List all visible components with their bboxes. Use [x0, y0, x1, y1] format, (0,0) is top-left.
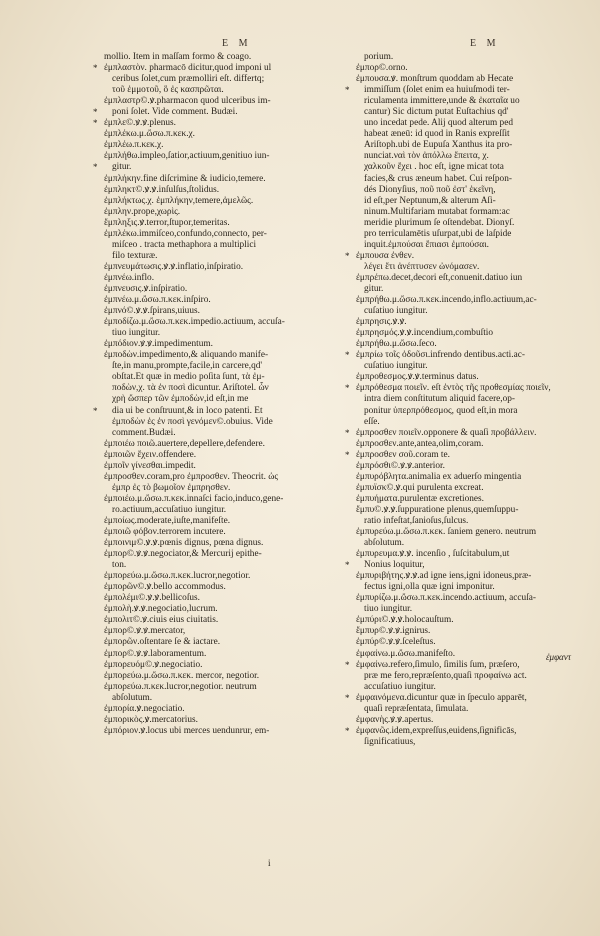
- text-line: [93, 63, 340, 74]
- asterisk-marker-icon: *: [345, 725, 350, 736]
- text-line: [104, 218, 340, 229]
- line-text: ἐμποιέω ποιῶ.auertere,depellere,defendere.: [104, 438, 265, 449]
- text-line: [356, 129, 592, 140]
- line-text: ἐμπορῶν.oſtentare ſe & iactare.: [104, 637, 221, 648]
- text-line: [356, 549, 592, 560]
- line-text: ἐμποδὼν.impedimento,& aliquando manife-: [104, 350, 269, 361]
- text-line: [356, 306, 592, 317]
- line-text: ἐμπυριβήτης.ꝟ.ꝟ.ad igne iens,igni idoneus,præ-: [356, 571, 532, 582]
- line-text: accuſatiuo iungitur.: [364, 681, 436, 692]
- line-text: ἐμποιῶ φόβον.terrorem incutere.: [104, 527, 226, 538]
- line-text: ἐμφαίνω.μ.ὤσω.manifeſto.: [356, 648, 456, 659]
- text-line: [104, 538, 340, 549]
- asterisk-marker-icon: *: [345, 659, 350, 670]
- line-text: ponitur ὑπερπρόθεσμος, quod eſt,in mora: [364, 405, 518, 416]
- text-line: [356, 185, 592, 196]
- text-line: [345, 427, 592, 439]
- text-line: [356, 262, 592, 273]
- text-line: [104, 151, 340, 162]
- line-text: ἐμπορευόμ©.ꝟ.negociatio.: [104, 659, 203, 670]
- text-line: [345, 250, 592, 262]
- text-line: [356, 538, 592, 549]
- text-line: [356, 582, 592, 593]
- line-text: immiſſum (ſolet enim ea huiuſmodi ter-: [364, 85, 510, 96]
- asterisk-marker-icon: *: [345, 692, 350, 703]
- text-line: [356, 317, 592, 328]
- text-line: [104, 240, 340, 251]
- text-line: [345, 725, 592, 737]
- line-text: ἐμποιῶν ἔχειν.offendere.: [104, 449, 197, 460]
- text-line: [356, 295, 592, 306]
- text-line: [104, 383, 340, 394]
- text-line: [356, 516, 592, 527]
- line-text: ἐμπλέκω.μ.ὤσω.π.κεκ.χ.: [104, 129, 195, 140]
- asterisk-marker-icon: *: [93, 107, 98, 118]
- line-text: ἐμπορ©.orno.: [356, 63, 408, 74]
- line-text: ἐμπυρίζω.μ.ὤσω.π.κεκ.incendo.actiuum, accuſa-: [356, 593, 536, 604]
- text-line: [104, 196, 340, 207]
- text-line: [356, 107, 592, 118]
- text-line: [356, 615, 592, 626]
- line-text: intra diem conſtitutum aliquid facere,op-: [364, 394, 516, 405]
- line-text: inquit.ἐμπούσαι ἔπιασι ἐμπούσαι.: [364, 239, 489, 250]
- line-text: ἐμπυήματα.purulentæ excretiones.: [356, 493, 484, 504]
- text-line: [104, 262, 340, 273]
- line-text: ἐμπρόσθι©.ꝟ.ꝟ.anterior.: [356, 460, 445, 471]
- text-line: [104, 637, 340, 648]
- line-text: ἔμπυρ©.ꝟ.ꝟ.ignirus.: [356, 626, 431, 637]
- asterisk-marker-icon: *: [345, 85, 350, 96]
- line-text: eſſe.: [364, 416, 380, 427]
- line-text: ἐμπρησμός.ꝟ.ꝟ.incendium,combuſtio: [356, 328, 494, 339]
- text-line: [345, 85, 592, 96]
- text-line: [356, 63, 592, 74]
- text-line: [356, 604, 592, 615]
- text-line: [104, 726, 340, 737]
- text-line: [104, 571, 340, 582]
- line-text: comment.Budæi.: [112, 427, 176, 438]
- line-text: ἐμπλην.prope,χωρὶς.: [104, 206, 181, 217]
- line-text: Ariſtoph.ubi de Eupuſa Xanthus ita pro-: [364, 140, 513, 151]
- line-text: Nonius loquitur,: [364, 560, 425, 571]
- text-line: [356, 505, 592, 516]
- line-text: ton.: [112, 560, 127, 571]
- text-line: [356, 483, 592, 494]
- line-text: ἐμπληκτ©.ꝟ.ꝟ.inſulſus,ſtolidus.: [104, 184, 220, 195]
- text-line: [104, 394, 340, 405]
- line-text: meridie plurimum ſe oſtendebat. Dionyſ.: [364, 217, 515, 228]
- text-line: [104, 549, 340, 560]
- line-text: filo texturæ.: [112, 250, 158, 261]
- line-text: ἐμπλήκην.fine diſcrimine & iudicio,temere.: [104, 173, 266, 184]
- text-line: [356, 162, 592, 173]
- line-text: tiuo iungitur.: [112, 328, 161, 339]
- line-text: cantur) Sic dictum putat Euſtachius qd': [364, 107, 509, 118]
- text-line: [356, 74, 592, 85]
- line-text: cuſatiuo iungitur.: [364, 306, 428, 317]
- text-line: [104, 85, 340, 96]
- text-line: [104, 560, 340, 571]
- line-text: porium.: [364, 52, 394, 62]
- line-text: ἐμποῖν γίνεσθαι.impedit.: [104, 460, 196, 471]
- line-text: dés Dionyſius, ποῦ ποῦ ἐστ' ἐκεῖνη,: [364, 184, 496, 195]
- text-line: [356, 461, 592, 472]
- line-text: ἐμπύρι©.ꝟ.ꝟ.holocauſtum.: [356, 615, 454, 626]
- text-line: [104, 450, 340, 461]
- line-text: ninum.Multifariam mutabat formam:ac: [364, 206, 510, 217]
- text-line: [104, 682, 340, 693]
- text-line: [356, 140, 592, 151]
- line-text: λέγει ἔτι ἀνέπτυσεν ὠνόμασεν.: [364, 261, 480, 272]
- line-text: ceribus ſolet,cum præmolliri eſt. differtq;: [112, 74, 265, 85]
- text-line: [104, 317, 340, 328]
- line-text: fectus igni,olla quæ igni imponitur.: [364, 582, 495, 593]
- text-line: [356, 682, 592, 693]
- text-line: [104, 649, 340, 660]
- line-text: ἐμπορῶν©.ꝟ.bello accommodus.: [104, 582, 226, 593]
- line-text: ἐμπουσα.ꝟ. monſtrum quoddam ab Hecate: [356, 74, 514, 85]
- text-line: [356, 118, 592, 129]
- text-line: [93, 118, 340, 129]
- line-text: ἐμπρήθω.μ.ὤσω.π.κεκ.incendo,inflo.actiuum,ac-: [356, 295, 537, 306]
- text-line: [356, 671, 592, 682]
- text-line: [356, 593, 592, 604]
- text-line: [104, 593, 340, 604]
- line-text: uno incedat pede. Alij quod alterum ped: [364, 118, 513, 129]
- line-text: χρὴ ὥσπερ τῶν ἐμποδὼν,id eſt,in me: [112, 394, 249, 405]
- line-text: ἐμπροσθεν.coram,pro ἐμπροσθεν. Theocrit. ὡς: [104, 471, 279, 482]
- text-line: [104, 295, 340, 306]
- line-text: abſolutum.: [364, 538, 405, 549]
- line-text: χαλκοῦν ἔχει . hoc eſt, igne micat tota: [364, 162, 504, 173]
- line-text: ἐμπορ©.ꝟ.ꝟ.laboramentum.: [104, 648, 207, 659]
- line-text: ἐμπλήθω.impleo,ſatior,actiuum,genitiuo iun-: [104, 151, 270, 162]
- line-text: ἐμπλαστρ©.ꝟ.pharmacon quod ulceribus im-: [104, 96, 271, 107]
- line-text: ἐμφανὴς.ꝟ.ꝟ.apertus.: [356, 714, 434, 725]
- text-line: [356, 737, 592, 748]
- line-text: præ me fero,repræſento,quaſi προφαίνω act.: [364, 670, 527, 681]
- line-text: ἐμπροθεσμος.ꝟ.ꝟ.terminus datus.: [356, 372, 479, 383]
- line-text: ſignificatiuus,: [364, 736, 416, 747]
- text-line: [345, 449, 592, 461]
- line-text: dia ui be conſtruunt,& in loco patenti. Et: [112, 405, 263, 416]
- text-line: [356, 229, 592, 240]
- text-line: [104, 140, 340, 151]
- text-line: [104, 361, 340, 372]
- text-line: [356, 339, 592, 350]
- text-line: [104, 671, 340, 682]
- text-line: [345, 560, 592, 571]
- line-text: id eſt,per Neptunum,& alterum Aſi-: [364, 195, 496, 206]
- line-text: gitur.: [364, 283, 384, 294]
- line-text: ἐμπρέπω.decet,decori eſt,conuenit.datiuo iun: [356, 272, 523, 283]
- line-text: ro.actiuum,accuſatiuo iungitur.: [112, 504, 227, 515]
- text-line: [356, 527, 592, 538]
- line-text: ἐμπορία.ꝟ.negociatio.: [104, 703, 185, 714]
- folio-mark: i: [268, 858, 271, 868]
- asterisk-marker-icon: *: [93, 63, 98, 74]
- line-text: ἐμπνέω.μ.ὤσω.π.κεκ.inſpiro.: [104, 295, 211, 306]
- text-line: [356, 372, 592, 383]
- line-text: ἐμπλέκω.immiſceo,confundo,connecto, per-: [104, 228, 267, 239]
- line-text: ἐμπνέω.inflo.: [104, 272, 155, 283]
- line-text: ἐμπυρεύω.μ.ὤσω.π.κεκ. ſaniem genero. neutrum: [356, 527, 537, 538]
- line-text: ἐμπορεύω.μ.ὤσω.π.κεκ. mercor, negotior.: [104, 670, 260, 681]
- line-text: tiuo iungitur.: [364, 604, 413, 615]
- text-line: [93, 162, 340, 173]
- text-line: [345, 692, 592, 704]
- line-text: ἔμπληξις.ꝟ.terror,ſtupor,temeritas.: [104, 217, 230, 228]
- text-line: [104, 229, 340, 240]
- line-text: facies,& crus æneum habet. Cui reſpon-: [364, 173, 512, 184]
- line-text: ἐμπολὴ.ꝟ.ꝟ.negociatio,lucrum.: [104, 604, 218, 615]
- text-line: [104, 284, 340, 295]
- line-text: ἐμποινιμ©.ꝟ.ꝟ.pœnis dignus, pœna dignus.: [104, 538, 264, 549]
- text-line: [104, 306, 340, 317]
- running-head-left: E M: [222, 38, 252, 49]
- line-text: ἔμπυ©.ꝟ.ꝟ.ſuppuratione plenus,quemſuppu-: [356, 504, 519, 515]
- text-line: [104, 704, 340, 715]
- line-text: cuſatiuo iungitur.: [364, 361, 428, 372]
- line-text: mollio. Item in maſſam formo & coago.: [104, 52, 252, 62]
- text-line: [104, 273, 340, 284]
- line-text: ſte,in manu,prompte,facile,in carcere,qd': [112, 361, 263, 372]
- text-line: [104, 582, 340, 593]
- asterisk-marker-icon: *: [345, 560, 350, 571]
- line-text: pro terriculamētis uſurpat,ubi de laſpide: [364, 228, 512, 239]
- text-line: [93, 405, 340, 417]
- text-line: [356, 151, 592, 162]
- text-line: [356, 284, 592, 295]
- line-text: ἐμπορ©.ꝟ.ꝟ.negociator,& Mercurij epithe-: [104, 549, 262, 560]
- line-text: ἐμπροσθεν.ante,antea,olim,coram.: [356, 438, 484, 449]
- running-head-right: E M: [470, 38, 500, 49]
- text-line: [356, 361, 592, 372]
- line-text: τοῦ ἐμμοτοῦ, ὃ ἐς κασπρῶται.: [112, 85, 224, 96]
- asterisk-marker-icon: *: [345, 350, 350, 361]
- line-text: ἐμπνευσις.ꝟ.inſpiratio.: [104, 283, 188, 294]
- text-line: [356, 406, 592, 417]
- text-line: [356, 637, 592, 648]
- line-text: ἐμπολέμι©.ꝟ.ꝟ.bellicoſus.: [104, 593, 200, 604]
- line-text: ἐμπολιτ©.ꝟ.ciuis eius ciuitatis.: [104, 615, 219, 626]
- line-text: habeat æneū: id quod in Ranis expreſſit: [364, 129, 510, 140]
- line-text: ἐμπρ ἐς τὸ βωμοῖον ἐμπρησθεν.: [112, 482, 231, 493]
- line-text: riculamenta immittere,unde & ἐκαταῖα uo: [364, 96, 520, 107]
- line-text: quaſi repræſentata, ſimulata.: [364, 703, 469, 714]
- text-line: [104, 527, 340, 538]
- text-line: [356, 196, 592, 207]
- line-text: nunciat.ναὶ τὸν ἀπόλλω ἔπειτα, χ.: [364, 151, 489, 162]
- text-line: [104, 439, 340, 450]
- asterisk-marker-icon: *: [345, 383, 350, 394]
- text-line: [356, 240, 592, 251]
- line-text: ἐμπυρευμα.ꝟ.ꝟ. incenſio , ſuſcitabulum,ut: [356, 549, 510, 560]
- line-text: ἐμπλέω.π.κεκ.χ.: [104, 140, 164, 151]
- line-text: ἐμπορ©.ꝟ.ꝟ.mercator,: [104, 626, 186, 637]
- text-line: [104, 604, 340, 615]
- line-text: ἐμποδὼν ἐς ἐν ποσὶ γενόμεν©.obuius. Vide: [112, 416, 273, 427]
- text-line: [104, 626, 340, 637]
- line-text: ἐμποίως.moderate,iuſte,manifeſte.: [104, 515, 231, 526]
- line-text: ἐμπλαστὸν. pharmacō dicitur,quod imponi ul: [104, 63, 272, 74]
- text-line: [104, 174, 340, 185]
- text-line: [104, 428, 340, 439]
- line-text: ἐμπρίω τοῖς ὀδοῦσι.infrendo dentibus.acti.ac-: [356, 350, 525, 361]
- text-line: [104, 185, 340, 196]
- text-line: [104, 693, 340, 704]
- text-line: [104, 494, 340, 505]
- text-line: [104, 52, 340, 63]
- line-text: ἐμπνό©.ꝟ.ꝟ.ſpirans,uiuus.: [104, 306, 200, 317]
- line-text: ἐμπόδιον.ꝟ.ꝟ.impedimentum.: [104, 339, 213, 350]
- text-line: [104, 615, 340, 626]
- right-column: [345, 52, 592, 748]
- asterisk-marker-icon: *: [345, 427, 350, 438]
- line-text: ἐμπρήθω.μ.ὤσω.ſeco.: [356, 339, 437, 350]
- line-text: ἐμπρησις.ꝟ.ꝟ.: [356, 317, 407, 328]
- line-text: ἐμφανῶς.idem,expreſſus,euidens,ſignificās,: [356, 725, 517, 736]
- text-line: [104, 715, 340, 726]
- line-text: ἐμπουσα ἐνθεν.: [356, 250, 415, 261]
- text-line: [356, 704, 592, 715]
- line-text: ἐμπνευμάτωσις.ꝟ.ꝟ.inflatio,inſpiratio.: [104, 261, 244, 272]
- line-text: ἐμπλε©.ꝟ.ꝟ.plenus.: [104, 118, 176, 129]
- text-line: [345, 350, 592, 361]
- line-text: ἐμπροσθεν ποιεῖν.opponere & quaſi προβάλλειν.: [356, 427, 537, 438]
- text-line: [93, 107, 340, 118]
- line-text: ἐμπόριον.ꝟ.locus ubi merces uendunrur, em-: [104, 725, 270, 736]
- line-text: ἐμφαίνω.refero,ſimulo, ſimilis ſum, præſero,: [356, 659, 520, 670]
- text-line: [356, 52, 592, 63]
- asterisk-marker-icon: *: [93, 405, 98, 416]
- line-text: obſtat.Et quæ in medio poſita ſunt, τὰ ἐμ-: [112, 372, 265, 383]
- line-text: gitur.: [112, 162, 132, 173]
- text-line: [104, 660, 340, 671]
- asterisk-marker-icon: *: [93, 162, 98, 173]
- text-line: [356, 494, 592, 505]
- line-text: miſceo . tracta methaphora a multiplici: [112, 239, 257, 250]
- line-text: ἐμπορεύω.π.κεκ.lucror,negotior. neutrum: [104, 681, 257, 692]
- text-line: [356, 417, 592, 428]
- text-line: [104, 372, 340, 383]
- text-line: [356, 328, 592, 339]
- text-line: [356, 394, 592, 405]
- line-text: ἐμπρόθεσμα ποιεῖν. eſt ἐντὸς τῆς προθεσμίας ποιεῖν,: [356, 383, 551, 394]
- line-text: ποδὼν,χ. τὰ ἐν ποσὶ dicuntur. Ariſtotel. ὧν: [112, 383, 269, 394]
- text-line: [356, 626, 592, 637]
- text-line: [104, 328, 340, 339]
- line-text: ἐμπυρόβλητα.animalia ex aduerſo mingentia: [356, 471, 522, 482]
- line-text: poni ſolet. Vide comment. Budæi.: [112, 107, 238, 118]
- catchword: ἐμφαντ: [546, 652, 571, 662]
- text-line: [104, 350, 340, 361]
- text-line: [104, 96, 340, 107]
- line-text: ἐμφαινόμενα.dicuntur quæ in ſpeculo apparēt,: [356, 692, 527, 703]
- text-line: [356, 273, 592, 284]
- text-line: [356, 218, 592, 229]
- text-line: [356, 439, 592, 450]
- text-line: [104, 483, 340, 494]
- text-line: [104, 251, 340, 262]
- line-text: ἐμπορεύω.μ.ὤσω.π.κεκ.lucror,negotior.: [104, 571, 251, 582]
- line-text: abſolutum.: [112, 692, 153, 703]
- line-text: ἐμπορικὸς.ꝟ.mercatorius.: [104, 714, 198, 725]
- text-line: [356, 571, 592, 582]
- text-line: [356, 715, 592, 726]
- line-text: ratio infeſtat,ſanioſus,ſulcus.: [364, 515, 469, 526]
- line-text: ἐμποδίζω.μ.ὤσω.π.κεκ.impedio.actiuum, accuſa-: [104, 317, 285, 328]
- line-text: ἐμποιέω.μ.ὤσω.π.κεκ.innaſci facio,induco,gene-: [104, 493, 284, 504]
- text-line: [356, 96, 592, 107]
- text-line: [104, 505, 340, 516]
- text-line: [345, 383, 592, 394]
- asterisk-marker-icon: *: [345, 449, 350, 460]
- text-line: [104, 74, 340, 85]
- asterisk-marker-icon: *: [93, 118, 98, 129]
- text-line: [104, 461, 340, 472]
- line-text: ἐμπύρ©.ꝟ.ꝟ.ſceleſtus.: [356, 637, 436, 648]
- text-line: [104, 417, 340, 428]
- text-line: [104, 339, 340, 350]
- line-text: ἐμπροσθεν σοῦ.coram te.: [356, 449, 450, 460]
- line-text: ἐμπλήκτως.χ. ἐμπλήκην,temere,ἀμελῶς.: [104, 195, 254, 206]
- line-text: ἐμπυϊσκ©.ꝟ.qui purulenta excreat.: [356, 482, 484, 493]
- text-line: [356, 174, 592, 185]
- text-line: [356, 207, 592, 218]
- left-column: [93, 52, 340, 737]
- text-line: [356, 472, 592, 483]
- text-line: [104, 129, 340, 140]
- text-line: [104, 207, 340, 218]
- text-line: [104, 472, 340, 483]
- asterisk-marker-icon: *: [345, 250, 350, 261]
- text-line: [104, 516, 340, 527]
